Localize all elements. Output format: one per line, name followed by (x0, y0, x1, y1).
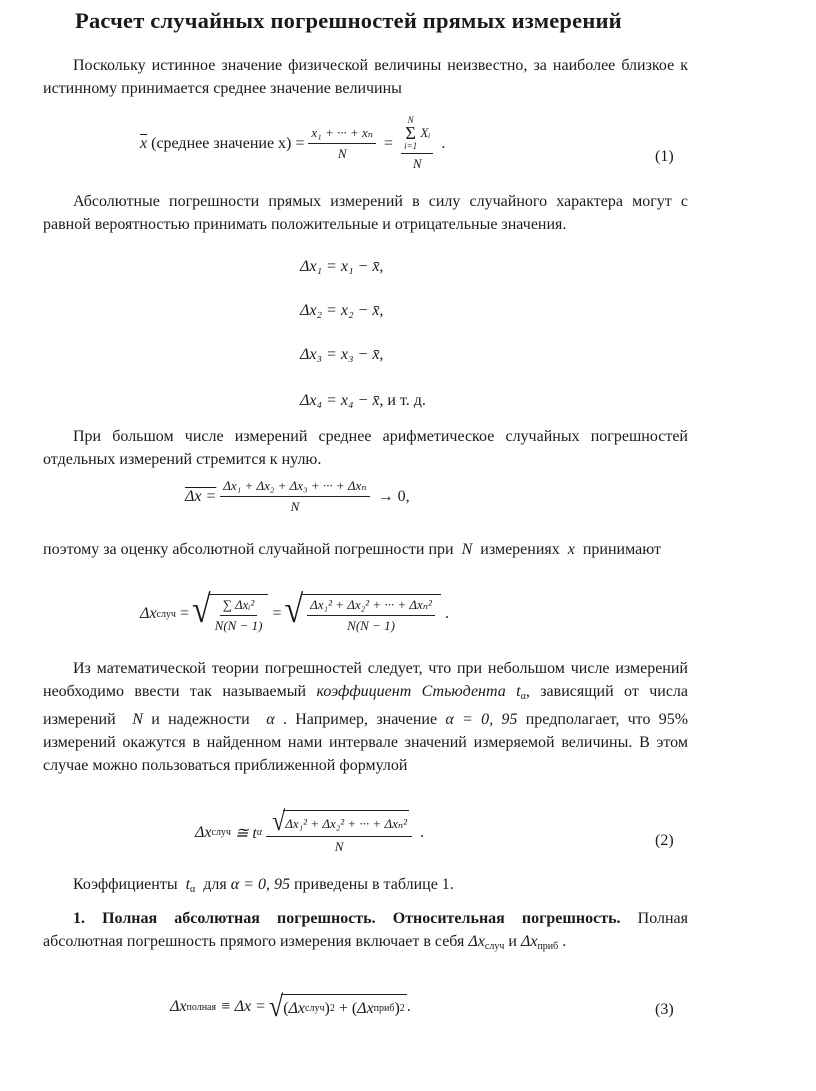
delta-equation-3: Δx₃ = x₃ − x̄, (300, 346, 384, 363)
page-title: Расчет случайных погрешностей прямых измерений (75, 8, 622, 33)
fraction-sigma (401, 115, 433, 172)
delta-equation-1: Δx₁ = x₁ − x̄, (300, 258, 384, 275)
etc-text: и т. д. (387, 392, 426, 409)
sqrt-2-denominator: N(N − 1) (347, 618, 395, 633)
fraction-mean-errors (220, 478, 369, 515)
random-error-lhs: Δx (140, 605, 157, 622)
paragraph-errors-text: Абсолютные погрешности прямых измерений в силу случайного характера могут с равной вероятностью принимать положительные и отрицательные значения. (43, 193, 688, 233)
paragraph-intro-text: Поскольку истинное значение физической величины неизвестно, за наиболее близкое к истинному принимается среднее значение величины (43, 57, 688, 97)
sigma-upper-limit: N (407, 115, 414, 125)
fraction-student-denominator: N (334, 839, 344, 854)
student-coefficient: ≅ t (234, 824, 257, 842)
equation-student: Δx случ ≅ t α √ Δx₁² + Δx₂² + ··· + Δxₙ² N . (195, 807, 425, 854)
equation-mean-errors-lhs: Δx = (185, 487, 217, 505)
paragraph-estimate-text-c: принимают (582, 541, 661, 558)
sqrt-2-numerator: Δx₁² + Δx₂² + ··· + Δxₙ² (307, 597, 435, 616)
paragraph-estimate-text-a: поэтому за оценку абсолютной случайной погрешности при (43, 541, 454, 558)
mean-symbol: $\overline{x}$ (140, 134, 148, 152)
paragraph-errors (43, 190, 688, 236)
sqrt-1-numerator: ∑ Δxᵢ² (220, 597, 258, 616)
equation-random-error: Δx случ = √ $\frac{\text{∑ Δxᵢ²}}{N(N - 1)}$ = √ $\frac{\text{Δx₁² + Δx₂² + ··· + Δxₙ²}}{N(N - 1)}$ . (140, 588, 449, 633)
fraction-student: √ Δx₁² + Δx₂² + ··· + Δxₙ² N (266, 810, 412, 855)
sigma-term: Xᵢ (420, 125, 431, 140)
fraction-sum-denominator: N (337, 146, 347, 161)
paragraph-student: Из математической теории погрешностей следует, что при небольшом числе измерений необходимо ввести так называемый коэффициент Стьюдента $t_\alpha$, зависящий от числа измерений N и надежности α . Например, значение α = 0, 95 предполагает, что 95% измерений окажутся в найденном нами интервале значений измеряемой величины. В этом случае можно пользоваться приближенной формулой (43, 660, 689, 774)
paragraph-large-n (43, 425, 688, 471)
paragraph-estimate: поэтому за оценку абсолютной случайной погрешности при N измерениях x принимают (43, 541, 661, 558)
delta-equation-2: Δx₂ = x₂ − x̄, (300, 302, 384, 319)
equation-number-3: (3) (655, 1001, 674, 1018)
equation-number-2: (2) (655, 832, 674, 849)
paragraph-coefficients: Коэффициенты $t_\alpha$ для α = 0, 95 приведены в таблице 1. (73, 876, 454, 895)
section-full-error: 1. Полная абсолютная погрешность. Относительная погрешность. Полная абсолютная погрешность прямого измерения включает в себя $\Delta x_{случ}$ и $\Delta x_{приб}$ . (43, 910, 688, 952)
sigma-lower-limit: i=1 (404, 141, 418, 151)
fraction-student-numerator: Δx₁² + Δx₂² + ··· + Δxₙ² (285, 815, 408, 831)
delta-equation-4: Δx₄ = x₄ − x̄, (300, 392, 384, 409)
fraction-sigma-denominator: N (412, 156, 422, 171)
fraction-sum-numerator: x₁ + ··· + xₙ (308, 125, 376, 144)
paragraph-estimate-text-b: измерениях (480, 541, 560, 558)
percent-value: 95% (658, 711, 689, 728)
equation-mean-lhs: (среднее значение x) = (151, 134, 305, 152)
equation-mean-errors-rhs: → 0, (377, 487, 410, 505)
fraction-mean-errors-numerator: Δx₁ + Δx₂ + Δx₃ + ··· + Δxₙ (220, 478, 369, 497)
sqrt-1-denominator: N(N − 1) (214, 618, 263, 633)
sqrt-1: √ $\frac{\text{∑ Δxᵢ²}}{N(N - 1)}$ (192, 594, 268, 634)
section-number: 1. (73, 910, 85, 927)
equation-full-error: Δx полная ≡ Δx = √ ( Δx случ ) 2 + ( Δx приб ) 2 . (170, 989, 411, 1024)
paragraph-large-n-text: При большом числе измерений среднее арифметическое случайных погрешностей отдельных измерений стремится к нулю. (43, 428, 688, 468)
section-heading: Полная абсолютная погрешность. Относительная погрешность. (102, 910, 621, 927)
delta-equation-4-row (300, 392, 426, 410)
paragraph-intro (43, 54, 688, 100)
fraction-sum (308, 125, 376, 162)
paragraph-student-text-a: Из математической теории погрешностей следует, что при небольшом числе измерений необходимо ввести так называемый (43, 660, 688, 700)
equation-mean-errors (185, 478, 410, 515)
sigma-operator: N Σ i=1 (404, 115, 418, 151)
section-text-a: Полная абсолютная погрешность прямого измерения включает в себя (43, 910, 688, 950)
equation-mean: $\overline{x}$ (среднее значение x) = $\frac{\text{x₁ + ··· + xₙ}}{N}$ = N Σ i=1 Xᵢ N . (140, 115, 446, 171)
equation-number-1: (1) (655, 148, 674, 165)
student-coefficient-term: коэффициент Стьюдента (316, 683, 506, 700)
sqrt-2: √ $\frac{\text{Δx₁² + Δx₂² + ··· + Δxₙ²}}{N(N - 1)}$ (284, 594, 440, 634)
fraction-mean-errors-denominator: N (290, 499, 300, 514)
alpha-value: α = 0, 95 (445, 711, 518, 728)
